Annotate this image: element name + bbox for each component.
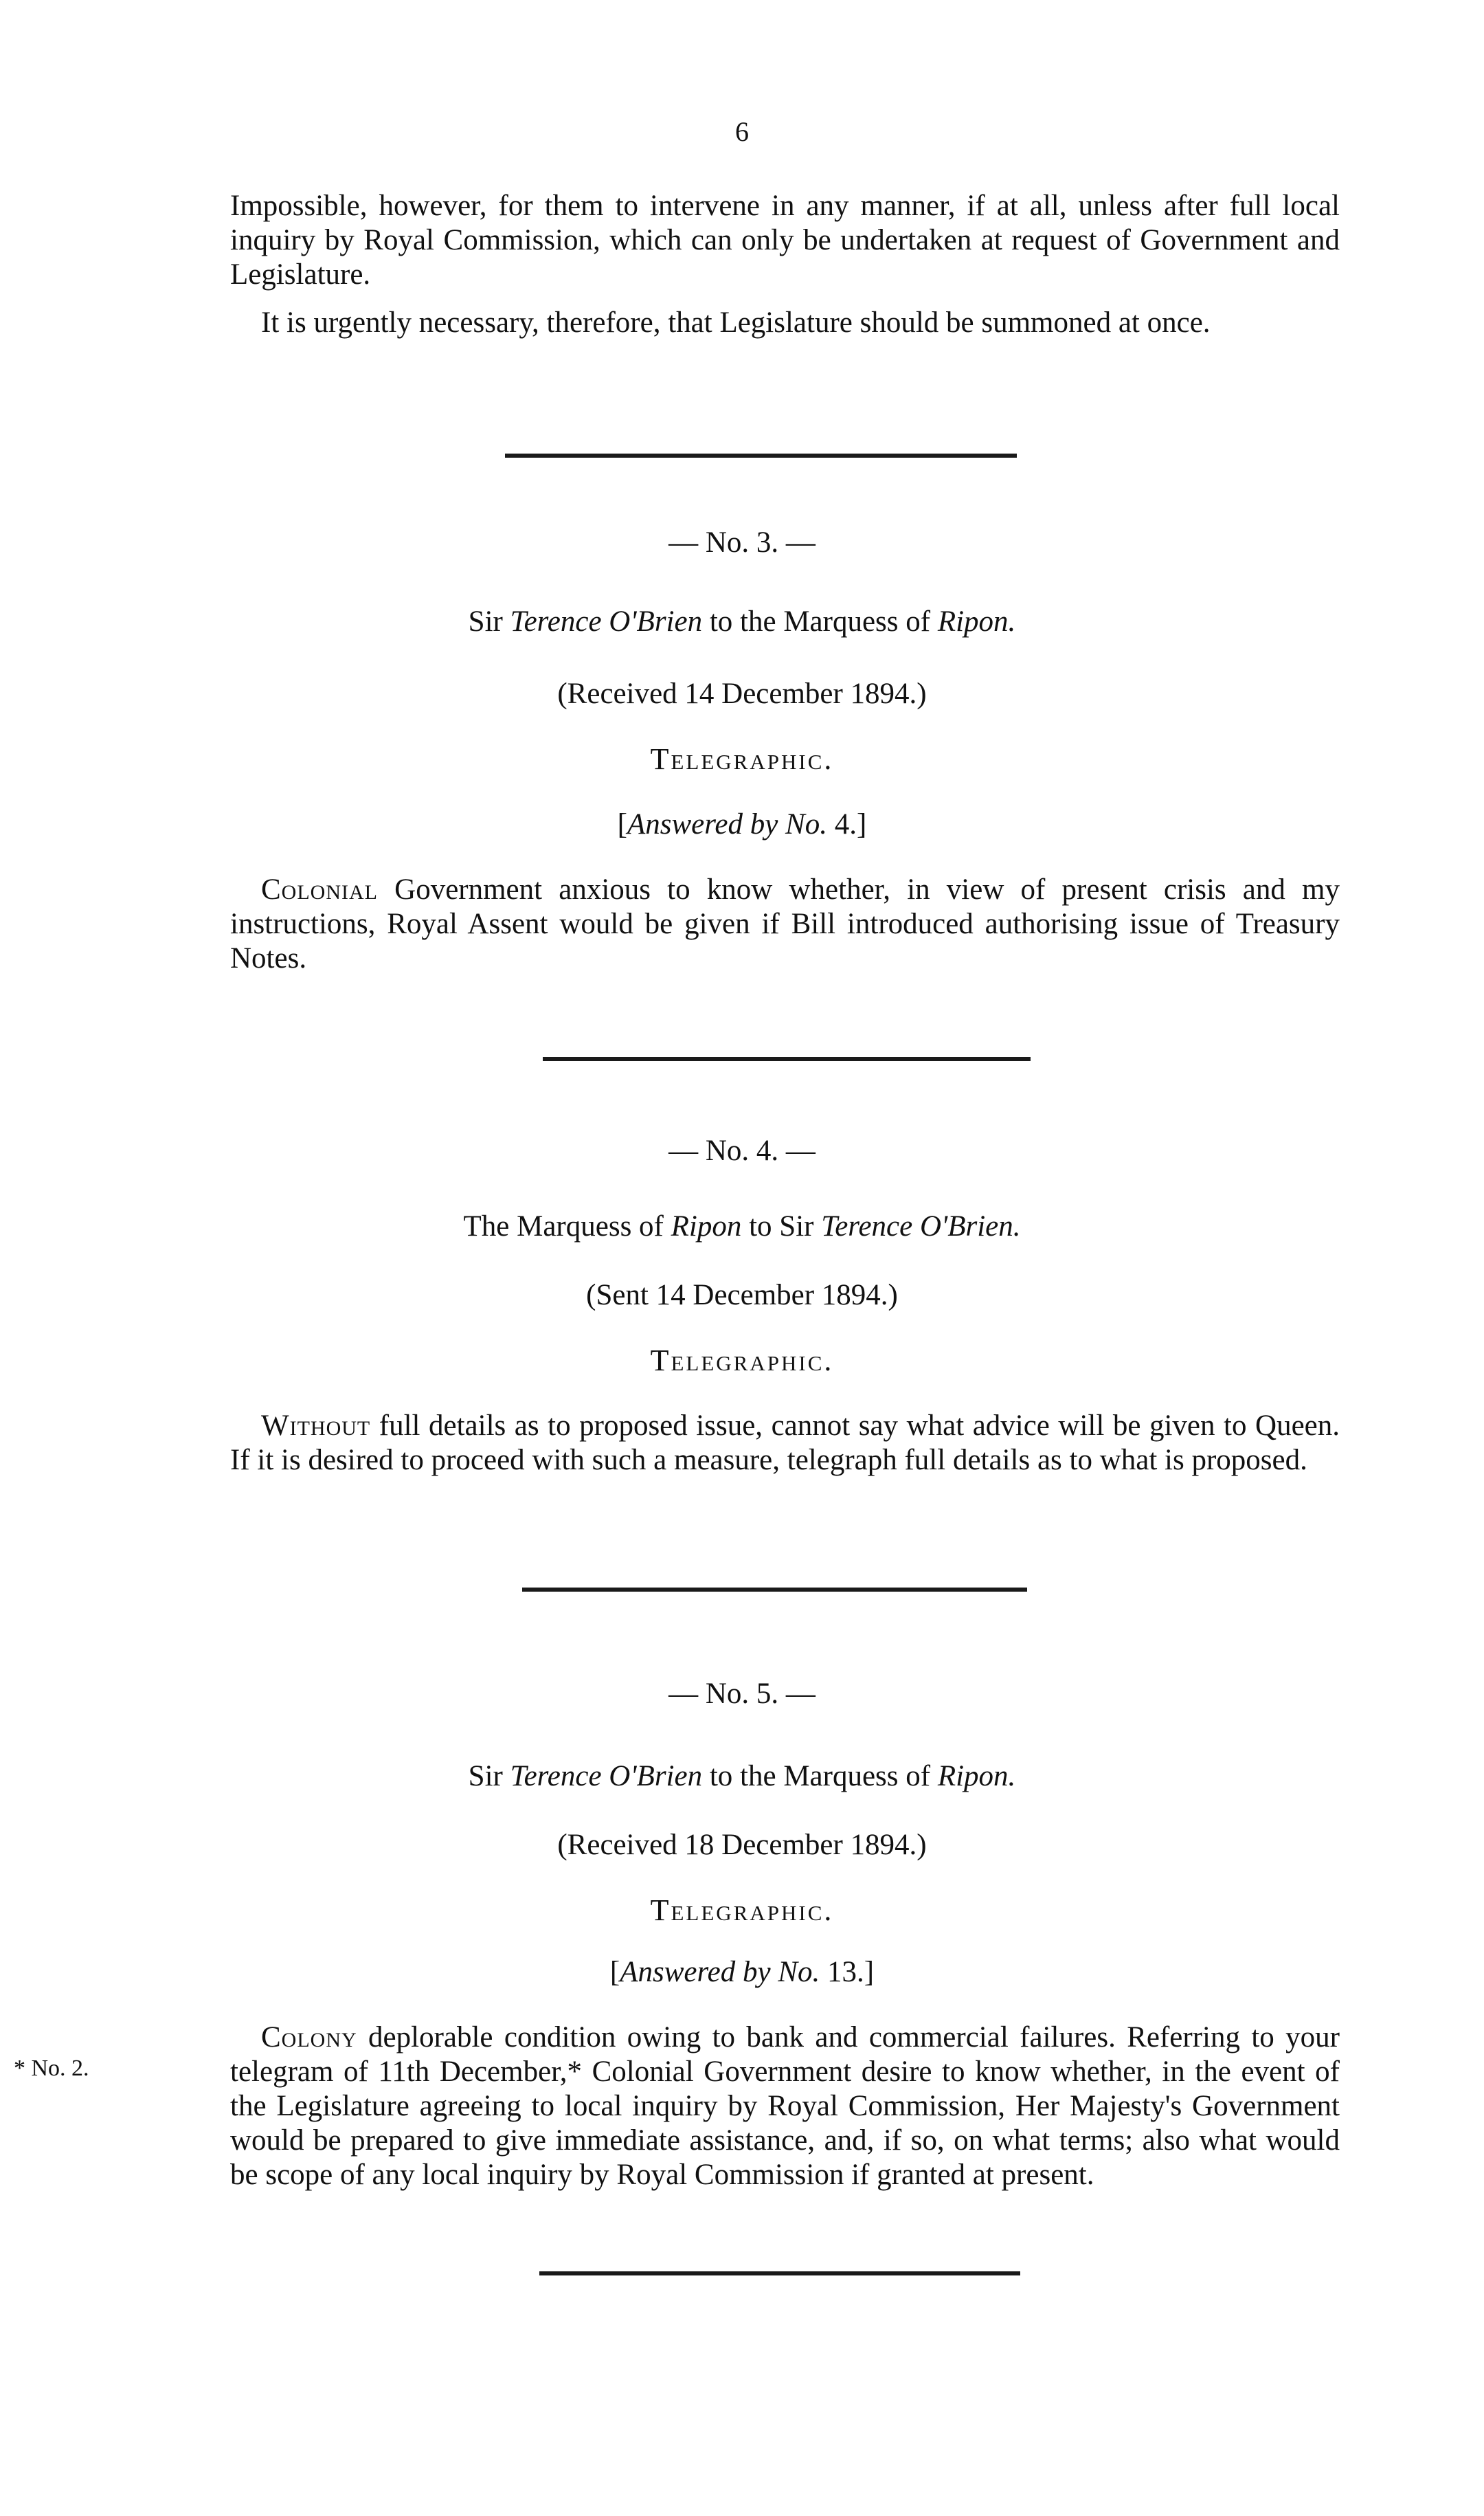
doc3-method: Telegraphic. (650, 742, 834, 776)
doc4-body-text: full details as to proposed issue, cannot say what advice will be given to Queen. If it is desired to proceed with such a measure, telegraph full details as to what is proposed. (230, 1410, 1340, 1476)
doc3-answered-open: [ (617, 808, 627, 840)
doc4-to-text: to Sir (741, 1210, 822, 1243)
doc3-sender-prefix: Sir (468, 605, 510, 638)
doc5-body-lead: Colony (261, 2021, 357, 2053)
doc3-body-text: Government anxious to know whether, in view of present crisis and my instructions, Royal Assent would be given if Bill introduced authorising issue of Treasury Notes. (230, 873, 1340, 975)
section-divider-2 (543, 1057, 1031, 1061)
doc5-number: — No. 5. — (668, 1678, 816, 1710)
doc3-answered-num: 4.] (827, 808, 867, 840)
doc3-number: — No. 3. — (668, 526, 816, 559)
section-divider-4 (539, 2271, 1020, 2275)
doc3-recipient: Ripon. (937, 605, 1016, 638)
doc4-body-lead: Without (261, 1410, 371, 1442)
intro-paragraph-2: It is urgently necessary, therefore, that Legislature should be summoned at once. (261, 307, 1211, 339)
doc4-heading (0, 1210, 1484, 1244)
doc4-prefix: The Marquess of (463, 1210, 671, 1243)
doc5-to-text: to the Marquess of (702, 1760, 938, 1792)
doc3-body-lead: Colonial (261, 873, 378, 906)
doc5-sender-prefix: Sir (468, 1760, 510, 1792)
doc4-recipient: Terence O'Brien. (821, 1210, 1021, 1243)
doc5-answered-text: Answered by No. (620, 1956, 820, 1988)
doc5-sender: Terence O'Brien (510, 1760, 703, 1792)
doc3-date: (Received 14 December 1894.) (557, 678, 927, 710)
doc5-heading (0, 1759, 1484, 1794)
doc5-method: Telegraphic. (650, 1893, 834, 1927)
doc3-answered-text: Answered by No. (627, 808, 827, 840)
doc4-method: Telegraphic. (650, 1344, 834, 1377)
doc5-body (230, 2020, 1340, 2192)
doc4-sender: Ripon (671, 1210, 742, 1243)
section-divider-3 (522, 1588, 1027, 1592)
margin-footnote: * No. 2. (14, 2056, 89, 2081)
doc5-recipient: Ripon. (937, 1760, 1016, 1792)
doc5-body-text: deplorable condition owing to bank and commercial failures. Referring to your telegram of 11th December,* Colonial Government desire to know whether, in the event of the Legislature agreeing to local inquiry by Royal Commission, Her Majesty's Government would be prepared to give immediate assistance, and, if so, on what terms; also what would be scope of any local inquiry by Royal Commission if granted at present. (230, 2021, 1340, 2191)
doc5-answered-num: 13.] (820, 1956, 875, 1988)
doc3-answered (0, 808, 1484, 842)
doc4-body (230, 1409, 1340, 1478)
page-number: 6 (735, 116, 749, 147)
doc3-to-text: to the Marquess of (702, 605, 938, 638)
doc5-date: (Received 18 December 1894.) (557, 1829, 927, 1861)
doc3-body (230, 873, 1340, 976)
doc4-date: (Sent 14 December 1894.) (586, 1279, 898, 1311)
doc5-answered-open: [ (609, 1956, 620, 1988)
doc5-answered (0, 1955, 1484, 1990)
intro-paragraph-1: Impossible, however, for them to intervene in any manner, if at all, unless after full local inquiry by Royal Commission, which can only be undertaken at request of Government and Legislature. (230, 190, 1340, 291)
doc4-number: — No. 4. — (668, 1135, 816, 1167)
doc3-heading (0, 605, 1484, 639)
doc3-sender: Terence O'Brien (510, 605, 703, 638)
section-divider-1 (505, 454, 1017, 458)
